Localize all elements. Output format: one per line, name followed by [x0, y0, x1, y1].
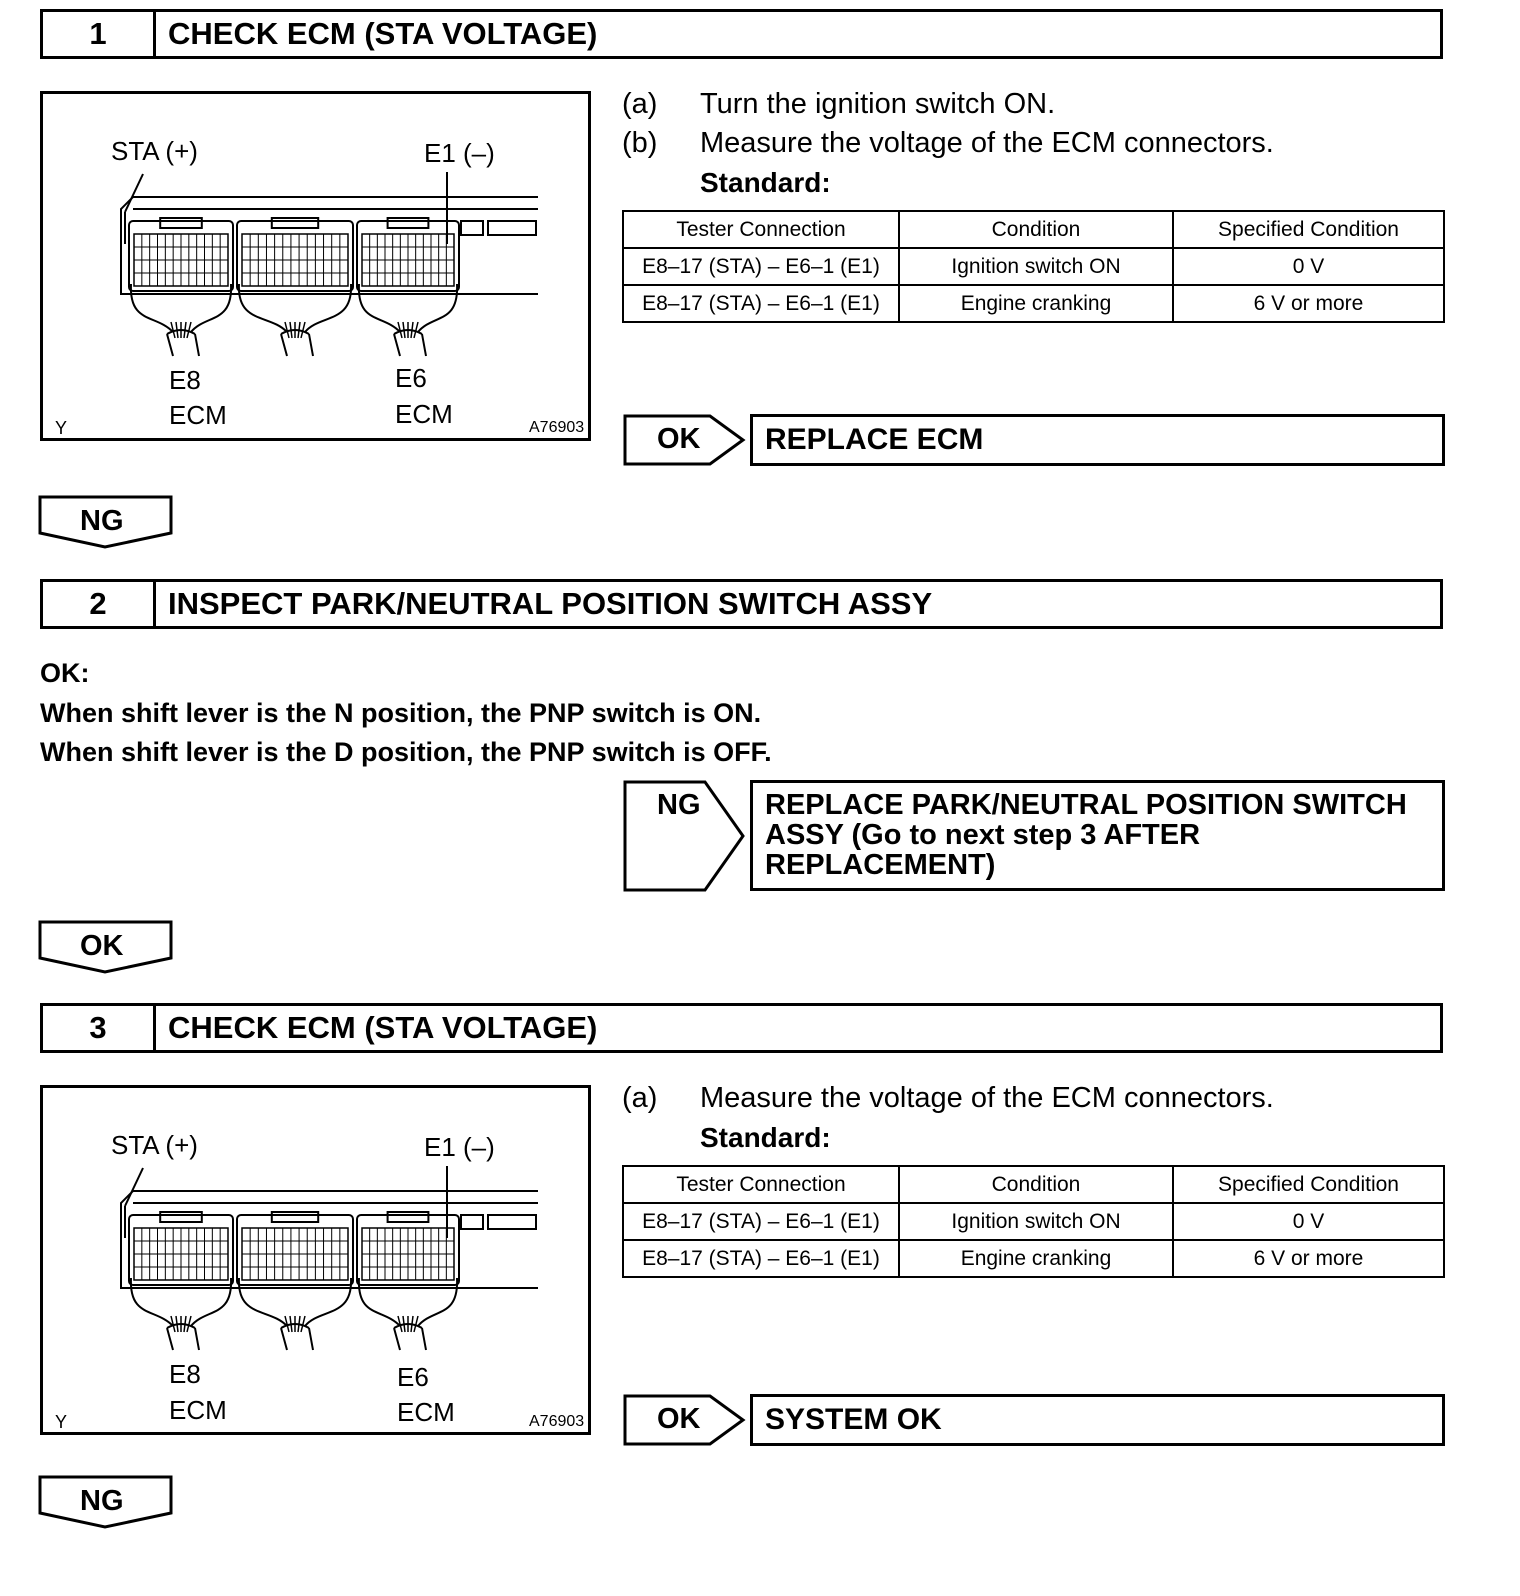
- connector-block: [237, 1215, 353, 1285]
- standard-label: Standard:: [700, 167, 831, 198]
- table-cell: E8–17 (STA) – E6–1 (E1): [623, 1240, 899, 1277]
- standard-label: Standard:: [700, 1122, 831, 1153]
- spec-table: [622, 1165, 1445, 1278]
- table-header-row: [623, 211, 1444, 248]
- table-cell: Engine cranking: [899, 285, 1173, 322]
- side-arrow-label: OK: [657, 423, 701, 455]
- table-cell: E8–17 (STA) – E6–1 (E1): [623, 248, 899, 285]
- table-cell: E8–17 (STA) – E6–1 (E1): [623, 1203, 899, 1240]
- figure-corner-mark: Y: [55, 418, 68, 438]
- label-ecm-right: ECM: [395, 399, 453, 429]
- step-title: CHECK ECM (STA VOLTAGE): [168, 16, 598, 51]
- table-header: Tester Connection: [623, 211, 899, 248]
- instruction-text: Turn the ignition switch ON.: [700, 88, 1056, 120]
- ecm-connector-figure-1: [40, 91, 591, 441]
- table-header: Specified Condition: [1173, 1166, 1444, 1203]
- step-3-header: [40, 1003, 1443, 1053]
- connector-slot: [461, 221, 483, 235]
- down-arrow-label: NG: [80, 1485, 124, 1517]
- step-1-header: [40, 9, 1443, 59]
- sta-pointer: [125, 174, 143, 212]
- table-row: [623, 285, 1444, 322]
- table-cell: E8–17 (STA) – E6–1 (E1): [623, 285, 899, 322]
- label-e6: E6: [397, 1362, 429, 1392]
- table-header: Specified Condition: [1173, 211, 1444, 248]
- table-header: Condition: [899, 211, 1173, 248]
- step-title: INSPECT PARK/NEUTRAL POSITION SWITCH ASSY: [168, 586, 933, 621]
- table-cell: 6 V or more: [1173, 1240, 1444, 1277]
- wire-bundle: [281, 330, 313, 356]
- wire-bundle: [394, 1324, 426, 1350]
- instruction-marker: (a): [622, 88, 658, 120]
- table-cell: Ignition switch ON: [899, 248, 1173, 285]
- down-arrow-label: OK: [80, 930, 124, 962]
- down-arrow-label: NG: [80, 505, 124, 537]
- label-e1: E1 (–): [424, 138, 495, 168]
- ecm-connector-figure-3: [40, 1085, 591, 1435]
- table-row: [623, 248, 1444, 285]
- step-title: CHECK ECM (STA VOLTAGE): [168, 1010, 598, 1045]
- result-line: ASSY (Go to next step 3 AFTER: [765, 819, 1201, 851]
- table-cell: 0 V: [1173, 1203, 1444, 1240]
- label-sta: STA (+): [111, 136, 198, 166]
- instruction-marker: (a): [622, 1082, 658, 1114]
- connector-slot: [488, 221, 536, 235]
- ok-condition-n: When shift lever is the N position, the PNP switch is ON.: [40, 698, 762, 728]
- table-row: [623, 1240, 1444, 1277]
- figure-corner-mark: Y: [55, 1412, 68, 1432]
- instruction-text: Measure the voltage of the ECM connectors.: [700, 127, 1274, 159]
- table-header: Tester Connection: [623, 1166, 899, 1203]
- table-cell: Engine cranking: [899, 1240, 1173, 1277]
- connector-latch: [160, 1212, 202, 1222]
- connector-latch: [160, 218, 202, 228]
- table-header: Condition: [899, 1166, 1173, 1203]
- result-line: REPLACE PARK/NEUTRAL POSITION SWITCH: [765, 789, 1407, 821]
- result-system-ok: SYSTEM OK: [750, 1394, 1445, 1446]
- connector-latch: [272, 218, 318, 228]
- connector-slot: [461, 1215, 483, 1229]
- step-number: 2: [43, 582, 156, 626]
- connector-slot: [488, 1215, 536, 1229]
- table-cell: Ignition switch ON: [899, 1203, 1173, 1240]
- connector-latch: [272, 1212, 318, 1222]
- label-ecm-left: ECM: [169, 1395, 227, 1425]
- label-e1: E1 (–): [424, 1132, 495, 1162]
- connector-latch: [388, 218, 429, 228]
- connector-block: [237, 221, 353, 291]
- result-line: REPLACEMENT): [765, 849, 996, 881]
- connector-latch: [388, 1212, 429, 1222]
- ecm-housing: [121, 1191, 538, 1288]
- label-e8: E8: [169, 365, 201, 395]
- figure-code: A76903: [529, 419, 585, 436]
- table-cell: 0 V: [1173, 248, 1444, 285]
- label-e8: E8: [169, 1359, 201, 1389]
- label-e6: E6: [395, 363, 427, 393]
- figure-code: A76903: [529, 1413, 585, 1430]
- instruction-marker: (b): [622, 127, 658, 159]
- label-ecm-right: ECM: [397, 1397, 455, 1427]
- step-number: 3: [43, 1006, 156, 1050]
- ok-condition-d: When shift lever is the D position, the PNP switch is OFF.: [40, 737, 772, 767]
- result-replace-ecm: REPLACE ECM: [750, 414, 1445, 466]
- step-number: 1: [43, 12, 156, 56]
- table-row: [623, 1203, 1444, 1240]
- label-sta: STA (+): [111, 1130, 198, 1160]
- wire-bundle: [167, 1324, 199, 1350]
- side-arrow-label: NG: [657, 789, 701, 821]
- wire-bundle: [281, 1324, 313, 1350]
- result-replace-pnp-switch: [750, 780, 1445, 891]
- table-cell: 6 V or more: [1173, 285, 1444, 322]
- sta-pointer: [125, 1168, 143, 1206]
- ecm-housing: [121, 197, 538, 294]
- table-header-row: [623, 1166, 1444, 1203]
- step-2-header: [40, 579, 1443, 629]
- wire-bundle: [167, 330, 199, 356]
- ok-label: OK:: [40, 658, 90, 688]
- label-ecm-left: ECM: [169, 400, 227, 430]
- instruction-text: Measure the voltage of the ECM connectors.: [700, 1082, 1274, 1114]
- wire-bundle: [394, 330, 426, 356]
- side-arrow-label: OK: [657, 1403, 701, 1435]
- spec-table: [622, 210, 1445, 323]
